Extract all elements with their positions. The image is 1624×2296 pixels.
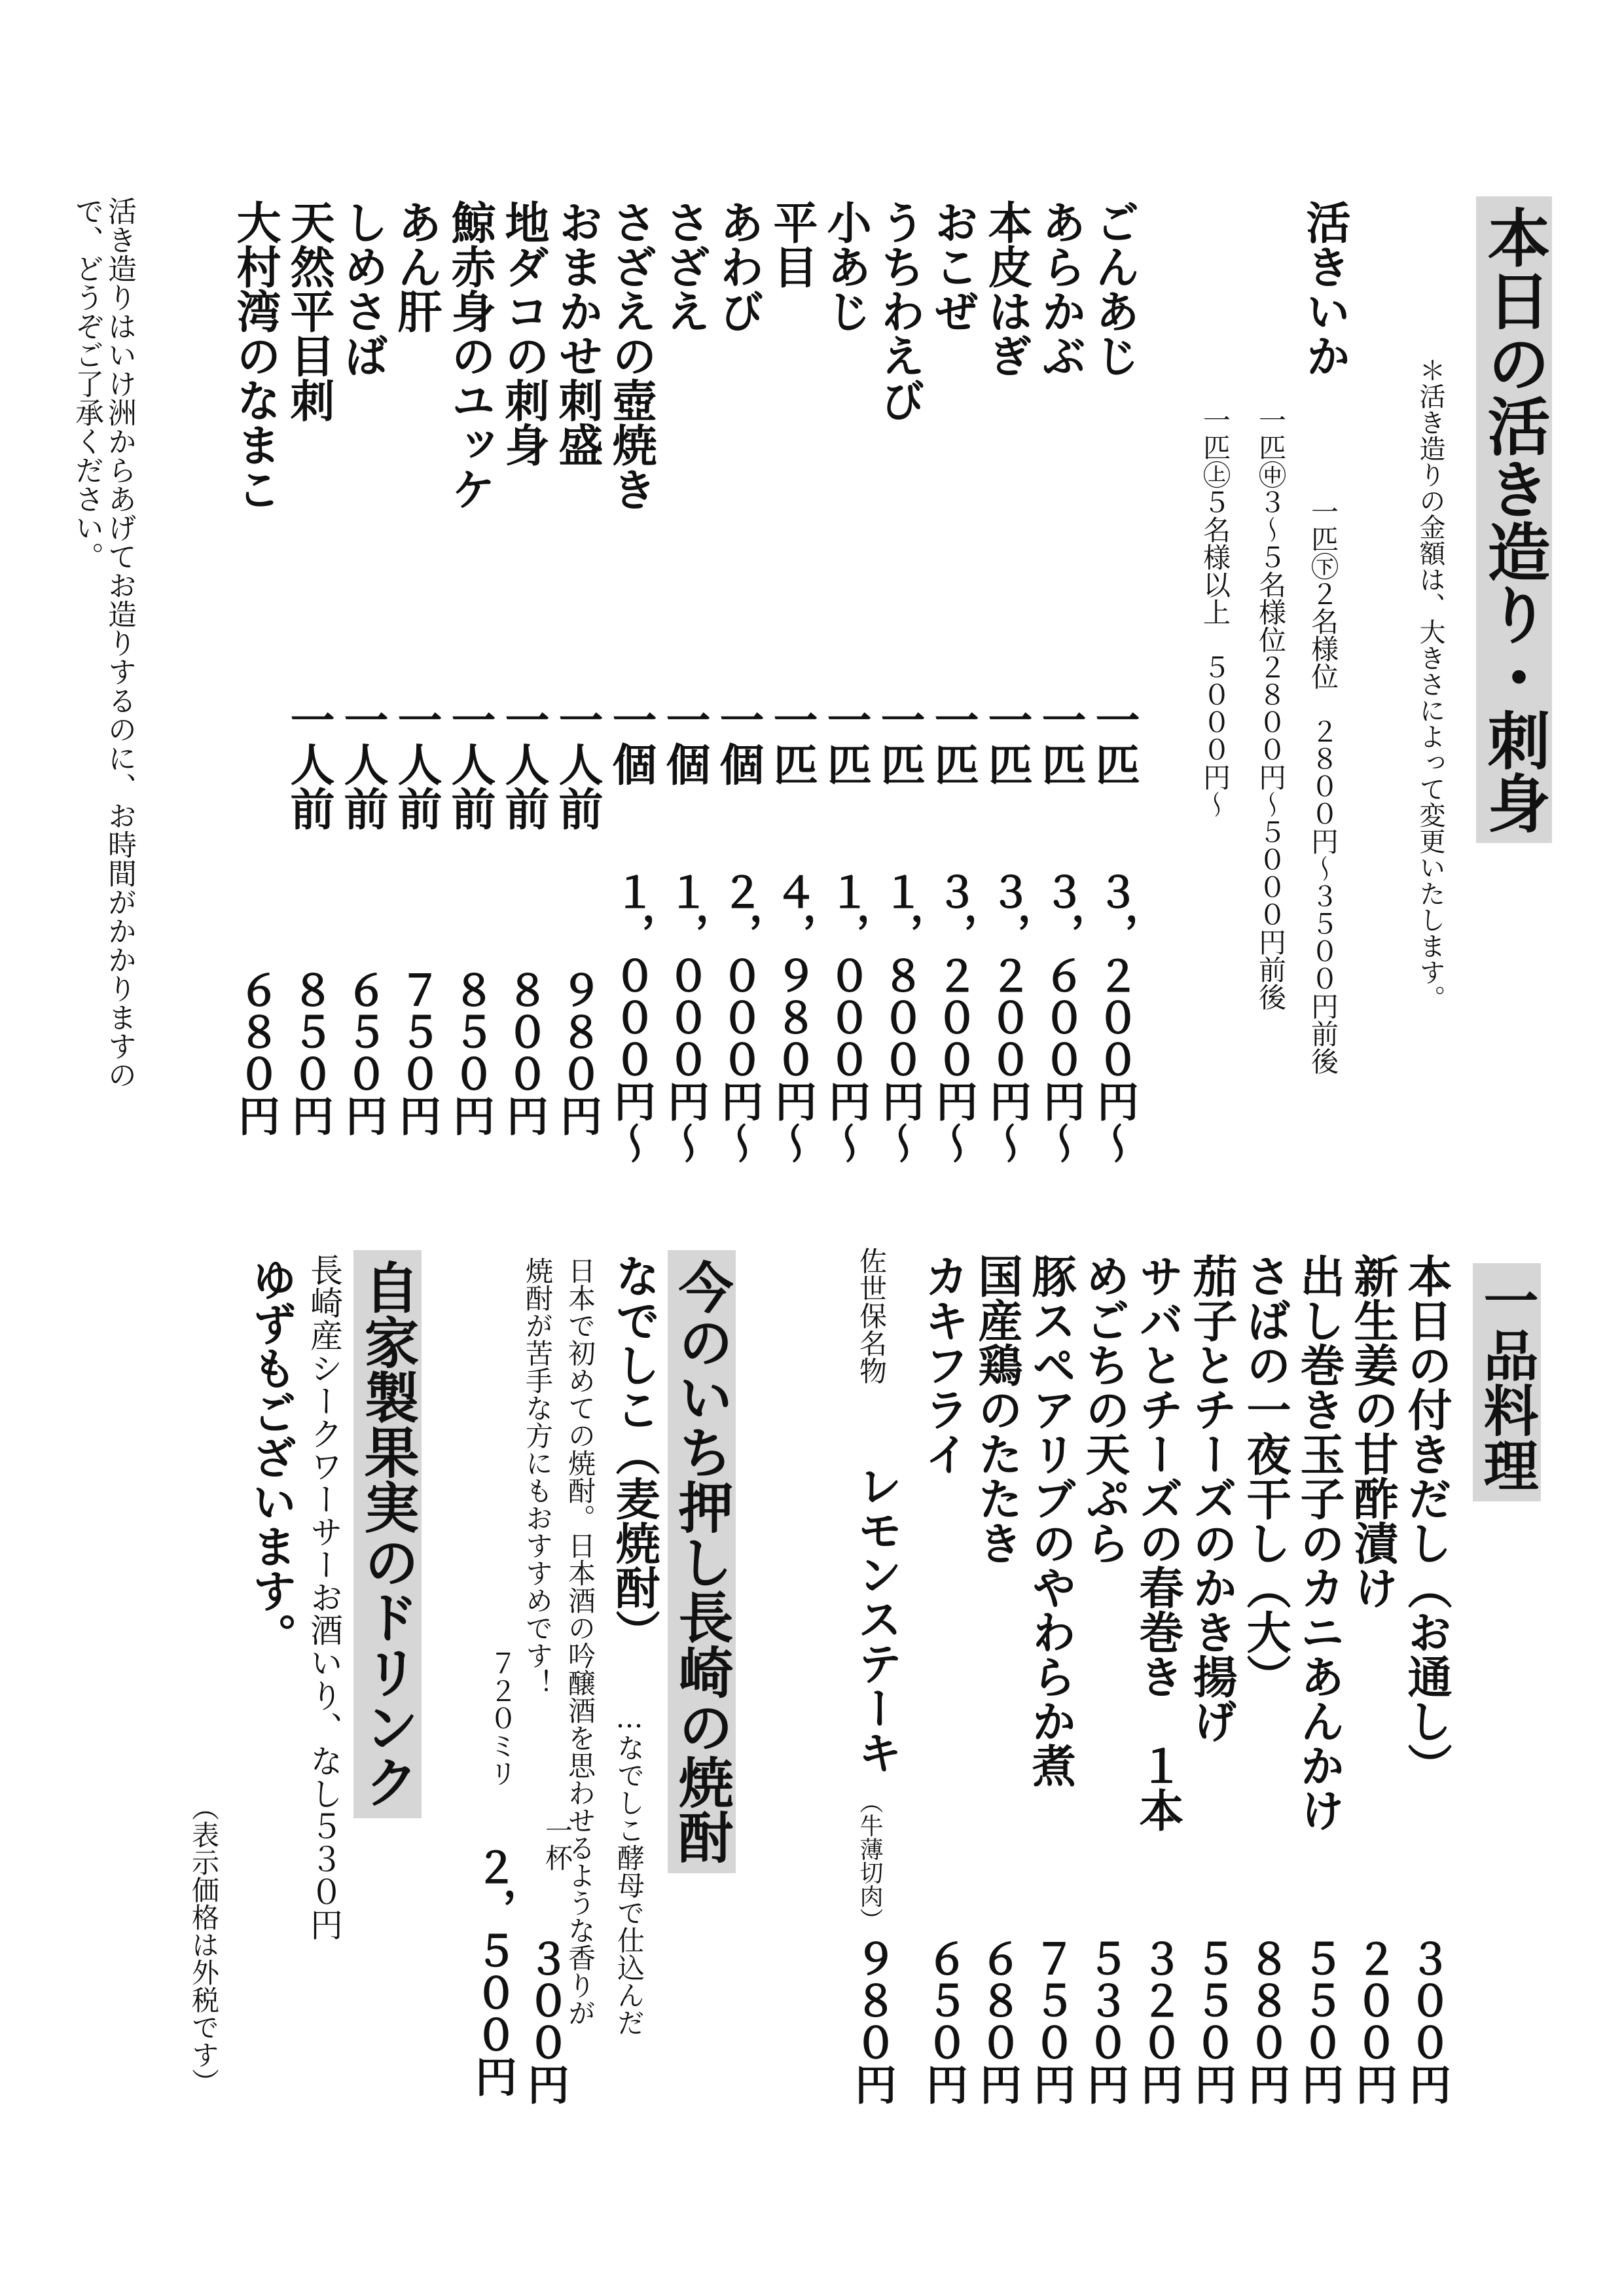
ippin-item-price: ２００円 xyxy=(1348,1937,1398,2105)
ippin-item-name: 国産鶏のたたき xyxy=(971,1253,1023,1565)
sashimi-item-unit: 一個 xyxy=(605,697,657,786)
sashimi-item-name: さざえ xyxy=(659,200,711,333)
sashimi-item-price: １，８００円〜 xyxy=(875,870,924,1164)
sasebo-price: ９８０円 xyxy=(848,1937,897,2105)
section-title-shochu: 今のいち押し長崎の焼酎 xyxy=(668,1250,736,1873)
sasebo-lemon-steak: レモンステーキ xyxy=(850,1463,903,1774)
sashimi-item-unit: 一人前 xyxy=(390,697,442,831)
ippin-item-price: ８８０円 xyxy=(1241,1937,1290,2105)
sashimi-item-price: ３，２００円〜 xyxy=(983,870,1032,1164)
sashimi-item-unit: 一人前 xyxy=(283,697,335,831)
ippin-item-price: ６８０円 xyxy=(973,1937,1022,2105)
sashimi-item-unit: 一匹 xyxy=(766,697,818,786)
ikizukuri-price-note: ＊活き造りの金額は、大きさによって変更いたします。 xyxy=(1415,357,1445,1011)
sashimi-item-unit: 一匹 xyxy=(981,697,1033,786)
sashimi-item-unit: 一人前 xyxy=(444,697,496,831)
sashimi-item-price: ８５０円 xyxy=(285,969,334,1136)
ika-size-medium: 一匹㊥３〜５名様位２８００円〜５０００円前後 xyxy=(1255,406,1287,1011)
sashimi-item-name: あわび xyxy=(712,200,765,333)
ippin-item-price: ５３０円 xyxy=(1080,1937,1129,2105)
sasebo-label: 佐世保名物 xyxy=(856,1247,888,1384)
sashimi-item-price: ３，２００円〜 xyxy=(929,870,978,1164)
ippin-item-price: ７５０円 xyxy=(1026,1937,1075,2105)
footnote-line-1: 活き造りはいけ洲からあげてお造りするのに、お時間がかかりますの xyxy=(103,196,136,1089)
drink-line-2: ゆずもございます。 xyxy=(245,1257,297,1657)
shochu-bottle-label: ７２０ミリ xyxy=(486,1649,518,1787)
tax-note: （表示価格は外税です） xyxy=(188,1793,220,2096)
sashimi-item-name: しめさば xyxy=(336,200,389,378)
ika-name: 活きいか xyxy=(1299,200,1351,378)
section-title-ippin: 一品料理 xyxy=(1473,1263,1541,1501)
sashimi-item-unit: 一人前 xyxy=(551,697,604,831)
shochu-name: なでしこ（麦焼酎） xyxy=(608,1253,660,1654)
ippin-item-name: 新生姜の甘酢漬け xyxy=(1346,1253,1399,1609)
ippin-item-name: サバとチーズの春巻き １本 xyxy=(1132,1253,1184,1832)
sashimi-item-name: あん肝 xyxy=(390,200,442,333)
ippin-item-price: ５５０円 xyxy=(1187,1937,1236,2105)
ippin-item-price: ５５０円 xyxy=(1295,1937,1344,2105)
sashimi-item-name: 天然平目刺 xyxy=(283,200,335,422)
section-title-ikizukuri: 本日の活き造り・刺身 xyxy=(1476,196,1552,843)
sashimi-item-name: うちわえび xyxy=(873,200,926,422)
shochu-name-note: …なでしこ酵母で仕込んだ xyxy=(613,1702,645,2036)
ippin-item-name: 本日の付きだし（お通し） xyxy=(1400,1253,1453,1787)
shochu-bottle-price: ２，５００円 xyxy=(468,1846,517,2097)
sashimi-item-name: 小あじ xyxy=(820,200,872,333)
sashimi-item-price: ８００円 xyxy=(499,969,549,1136)
sashimi-item-unit: 一個 xyxy=(659,697,711,786)
sasebo-sub: （牛薄切肉） xyxy=(856,1790,883,1931)
sashimi-item-unit: 一人前 xyxy=(336,697,389,831)
drink-line-1: 長崎産シークワーサーお酒いり、なし５３０円 xyxy=(305,1253,343,1941)
sashimi-item-name: あらかぶ xyxy=(1034,200,1087,378)
shochu-desc-1: 日本で初めての焼酎。日本酒の吟醸酒を思わせるような香りが xyxy=(564,1257,596,2026)
sashimi-item-price: ７５０円 xyxy=(392,969,441,1136)
sashimi-item-price: ８５０円 xyxy=(446,969,495,1136)
sashimi-item-name: おこぜ xyxy=(927,200,979,333)
sashimi-item-price: ３，６００円〜 xyxy=(1036,870,1085,1164)
sashimi-item-price: １，０００円〜 xyxy=(607,870,656,1164)
sashimi-item-name: さざえの壺焼き xyxy=(605,200,657,511)
sashimi-item-unit: 一匹 xyxy=(927,697,979,786)
sashimi-item-price: ４，９８０円〜 xyxy=(768,870,817,1164)
sashimi-item-price: ６５０円 xyxy=(338,969,388,1136)
ippin-item-name: 出し巻き玉子のカニあんかけ xyxy=(1293,1253,1345,1832)
shochu-glass-price: ３００円 xyxy=(520,1937,569,2105)
sashimi-item-unit: 一匹 xyxy=(1088,697,1140,786)
sashimi-item-name: おまかせ刺盛 xyxy=(551,200,604,467)
sashimi-item-unit: 一匹 xyxy=(820,697,872,786)
sashimi-item-price: １，０００円〜 xyxy=(821,870,871,1164)
ippin-item-name: カキフライ xyxy=(917,1253,969,1476)
sashimi-item-price: １，０００円〜 xyxy=(660,870,710,1164)
sashimi-item-price: ２，０００円〜 xyxy=(714,870,763,1164)
sashimi-item-name: 平目 xyxy=(766,200,818,289)
ippin-item-name: さばの一夜干し（大） xyxy=(1239,1253,1291,1698)
ippin-item-price: ６５０円 xyxy=(919,1937,968,2105)
ika-size-small: 一匹㊦２名様位 ２８００円〜３５００円前後 xyxy=(1307,497,1339,1075)
sashimi-item-name: ごんあじ xyxy=(1088,200,1140,378)
shochu-glass-label: 一杯 xyxy=(541,1816,573,1871)
sashimi-item-name: 地ダコの刺身 xyxy=(497,200,550,467)
sashimi-item-unit: 一匹 xyxy=(873,697,926,786)
ippin-item-name: 茄子とチーズのかき揚げ xyxy=(1185,1253,1238,1743)
sashimi-item-name: 大村湾のなまこ xyxy=(229,200,281,511)
sashimi-item-unit: 一個 xyxy=(712,697,765,786)
sashimi-item-name: 本皮はぎ xyxy=(981,200,1033,378)
footnote-line-2: で、どうぞご了承ください。 xyxy=(70,196,103,571)
sashimi-item-price: ９８０円 xyxy=(553,969,602,1136)
ippin-item-name: めごちの天ぷら xyxy=(1078,1253,1130,1565)
sashimi-item-price: ６８０円 xyxy=(231,969,280,1136)
ippin-item-name: 豚スペアリブのやわらか煮 xyxy=(1024,1253,1077,1787)
sashimi-item-unit: 一人前 xyxy=(497,697,550,831)
sashimi-item-unit: 一匹 xyxy=(1034,697,1087,786)
sashimi-item-name: 鯨赤身のユッケ xyxy=(444,200,496,511)
ika-size-large: 一匹㊤５名様以上 ５０００円〜 xyxy=(1199,406,1231,818)
shochu-desc-2: 焼酎が苦手な方にもおすすめです！ xyxy=(522,1257,554,1696)
section-title-drink: 自家製果実のドリンク xyxy=(353,1250,422,1818)
ippin-item-price: ３００円 xyxy=(1402,1937,1451,2105)
sashimi-item-price: ３，２００円〜 xyxy=(1090,870,1139,1164)
ippin-item-price: ３２０円 xyxy=(1134,1937,1183,2105)
